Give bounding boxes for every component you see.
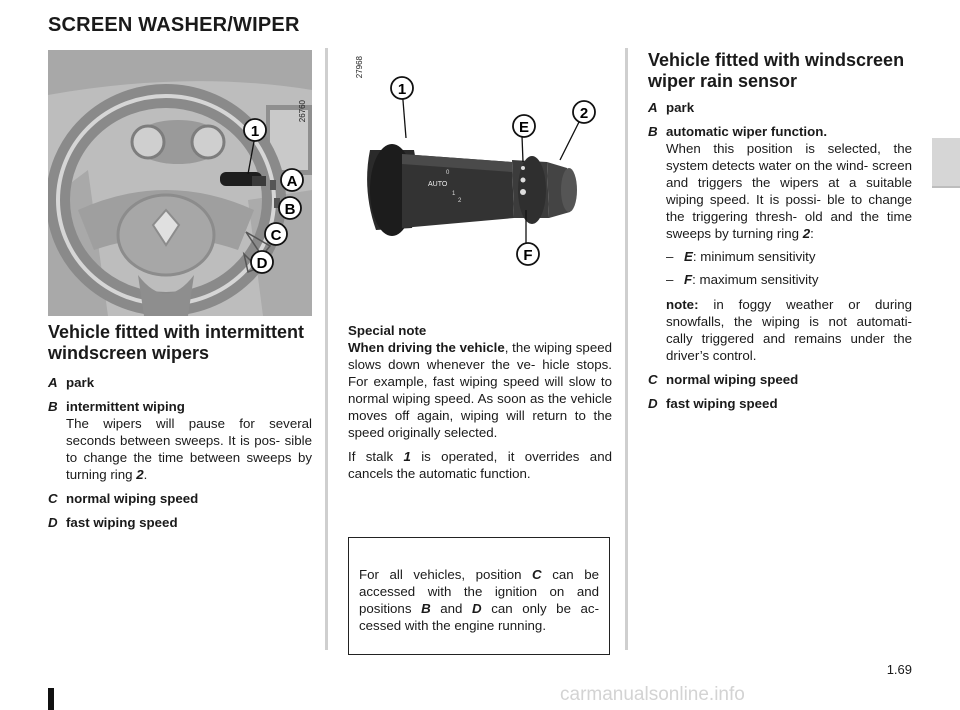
wiper-stalk-illustration xyxy=(342,50,612,316)
special-note-title: Special note xyxy=(348,323,427,338)
sensitivity-max: – F: maximum sensitivity xyxy=(666,272,819,287)
intermittent-title: Vehicle fitted with intermittent windscreen wipers xyxy=(48,322,305,363)
note-box: For all vehicles, position C can be accessed with the ignition on and positions B and D can only be ac- cessed with the engine running. xyxy=(348,537,610,655)
figure1-ref: 26760 xyxy=(298,100,307,123)
steering-wheel-figure xyxy=(48,50,312,316)
callout-F: F xyxy=(523,247,533,264)
sensitivity-min: – E: minimum sensitivity xyxy=(666,249,816,264)
list-item: D fast wiping speed xyxy=(648,396,778,411)
list-item: C normal wiping speed xyxy=(648,372,799,387)
callout-2: 2 xyxy=(579,105,589,122)
callout-E: E xyxy=(518,119,530,136)
stalk-auto-label: AUTO xyxy=(428,181,448,188)
svg-text:1: 1 xyxy=(452,191,456,197)
column-divider-left xyxy=(325,48,328,650)
page-title: SCREEN WASHER/WIPER xyxy=(48,14,300,36)
chapter-tab-line xyxy=(932,186,960,188)
callout-A: A xyxy=(286,173,298,190)
figure2-ref: 27968 xyxy=(355,56,364,79)
watermark: carmanualsonline.info xyxy=(560,684,745,705)
callout-B: B xyxy=(284,201,296,218)
steering-wheel-illustration xyxy=(48,50,312,316)
rain-sensor-title: Vehicle fitted with windscreen wiper rain sensor xyxy=(648,50,905,91)
list-item: A park xyxy=(648,100,695,115)
list-item: B automatic wiper function. When this position is selected, the system detects water on the wind- screen and triggers the wipers at a suitable wiping speed. It is possi- ble to change the triggering thresh- old and the time sweeps by turning ring 2: – E: minimum sensitivity – F: maximum sensitivity note: in foggy weather or during snowfalls, the wiping is not automati- cally triggered and remains under the driver’s control. xyxy=(648,124,912,363)
callout-C: C xyxy=(270,227,282,244)
fog-note: note: in foggy weather or during snowfalls, the wiping is not automati- cally triggered and remains under the driver’s control. xyxy=(666,297,912,363)
page-number: 1.69 xyxy=(886,662,912,677)
callout-1: 1 xyxy=(250,123,260,140)
chapter-tab xyxy=(932,138,960,186)
intermittent-section xyxy=(48,322,312,538)
list-item: A park xyxy=(48,375,95,390)
list-item: D fast wiping speed xyxy=(48,515,178,530)
list-item: C normal wiping speed xyxy=(48,491,199,506)
rain-sensor-section xyxy=(648,50,912,419)
special-note: Special note When driving the vehicle, the wiping speed slows down whenever the ve- hicle stops. For example, fast wiping speed will slow to normal wiping speed. As soon as the vehicle moves off again, wiping will return to the speed originally selected. If stalk 1 is operated, it overrides and cancels the automatic function. xyxy=(348,323,613,481)
column-divider-right xyxy=(625,48,628,650)
svg-text:2: 2 xyxy=(458,198,462,204)
wiper-stalk-figure xyxy=(342,50,612,316)
svg-text:0: 0 xyxy=(446,170,450,176)
list-item: B intermittent wiping The wipers will pause for several seconds between sweeps. It is pos- sible to change the time between sweeps by turning ring 2. xyxy=(48,399,312,482)
callout-D: D xyxy=(256,255,268,272)
corner-mark xyxy=(48,688,54,710)
callout-1: 1 xyxy=(397,81,407,98)
